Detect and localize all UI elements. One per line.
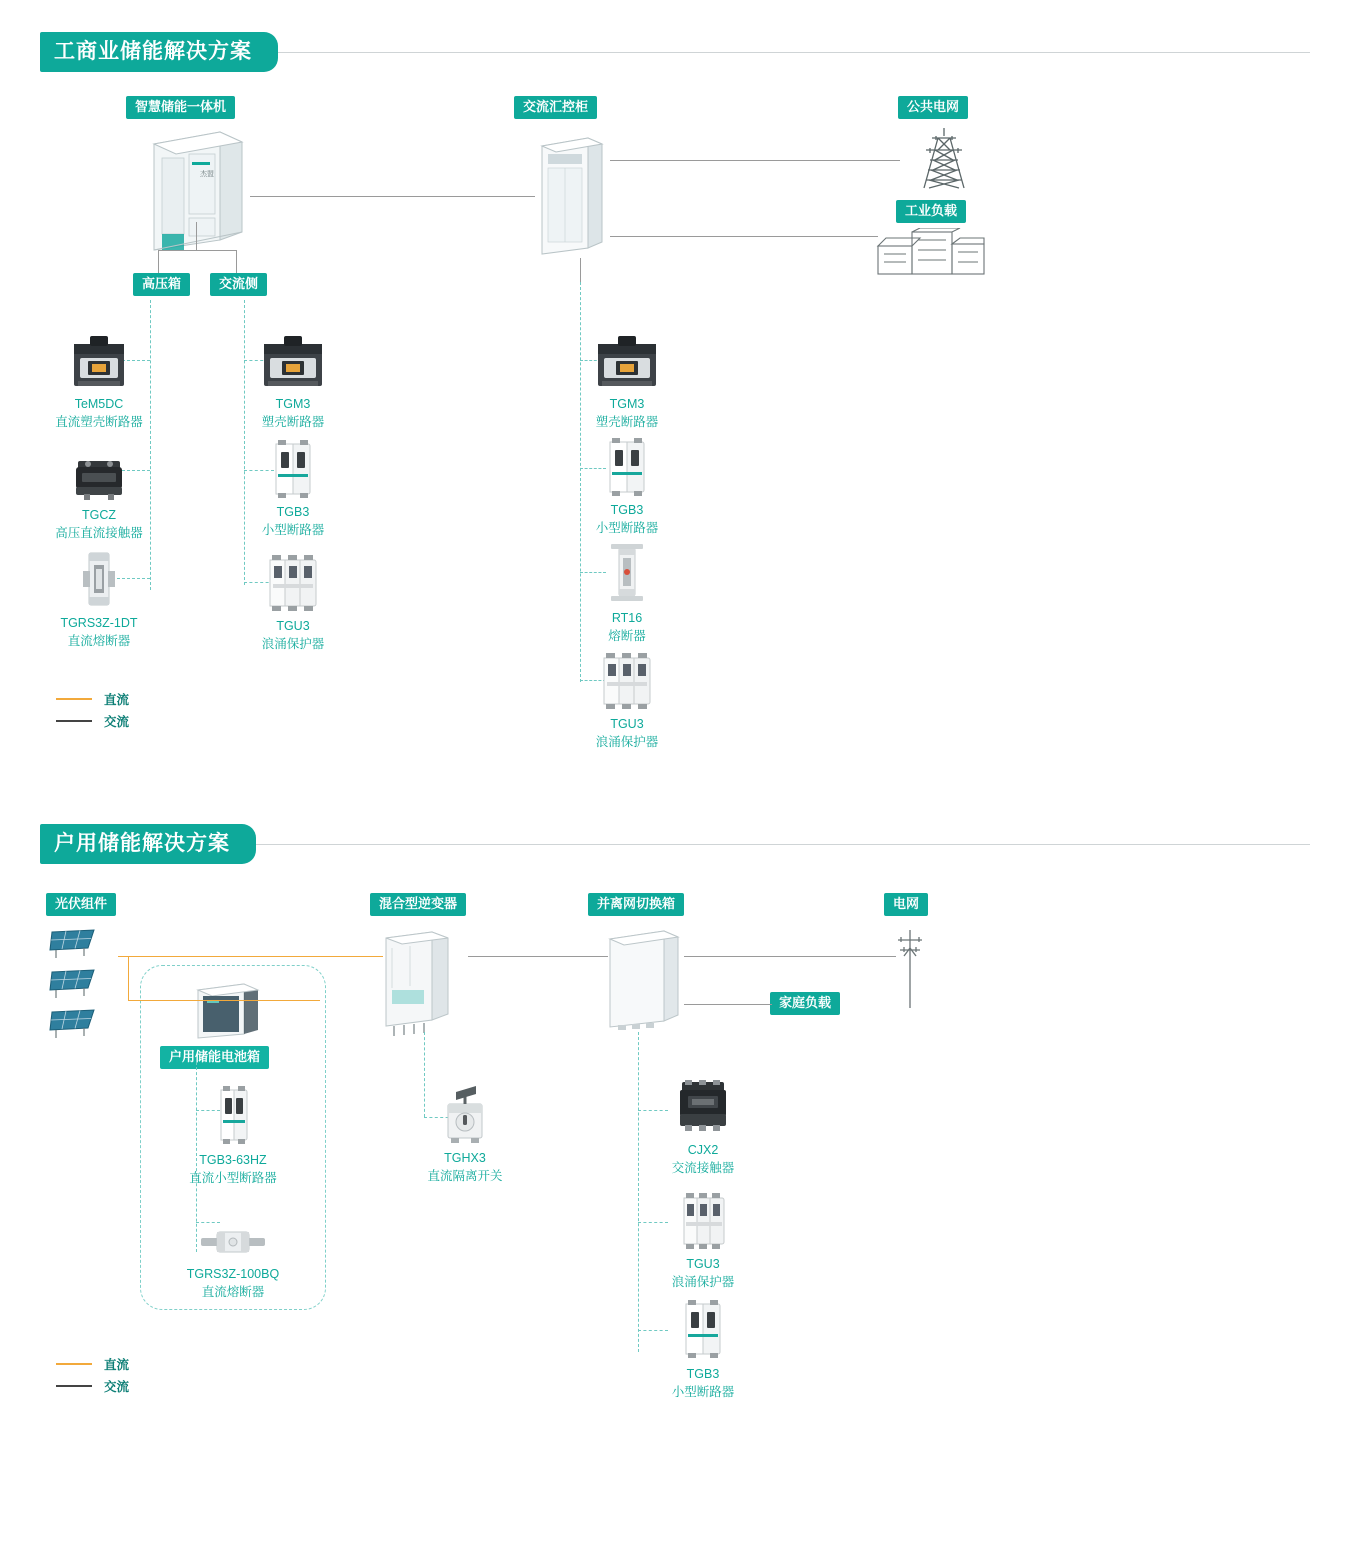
dc-fuse-icon xyxy=(24,545,174,609)
component-tgcz xyxy=(24,437,174,542)
miniature-circuit-breaker-icon xyxy=(628,1296,778,1360)
component-caption xyxy=(552,715,702,751)
ac-contactor-icon xyxy=(628,1072,778,1136)
smart-ess-cabinet-image xyxy=(148,128,248,258)
component-caption xyxy=(218,617,368,653)
section-title-commercial: 工商业储能解决方案 xyxy=(40,32,278,72)
legend-dc-line-2 xyxy=(56,1363,92,1365)
component-desc: 浪涌保护器 xyxy=(671,1275,735,1290)
miniature-circuit-breaker-icon xyxy=(218,434,368,498)
component-tgu3-cabinet xyxy=(552,646,702,751)
line-cabinet-to-load xyxy=(610,236,878,237)
legend-dc-label: 直流 xyxy=(104,693,130,707)
component-caption xyxy=(552,609,702,645)
line-cabinet-to-grid xyxy=(610,160,900,161)
dc-fuse-cylindrical-icon xyxy=(158,1196,308,1260)
component-model: TeM5DC xyxy=(74,397,124,411)
surge-protector-icon xyxy=(628,1186,778,1250)
line-ess-branch-bus xyxy=(158,250,236,251)
legend-residential xyxy=(56,1353,129,1397)
utility-pole-icon xyxy=(892,926,928,1010)
component-model: TGU3 xyxy=(276,619,310,633)
component-tgm3-ac xyxy=(218,326,368,431)
component-desc: 浪涌保护器 xyxy=(595,735,659,750)
pv-panel-icon-2 xyxy=(48,968,100,1000)
legend-ac-line-2 xyxy=(56,1385,92,1387)
hybrid-inverter-image xyxy=(380,928,458,1036)
component-caption xyxy=(24,614,174,650)
grid-switch-box-image xyxy=(604,925,684,1033)
legend-ac-label-2: 交流 xyxy=(104,1380,130,1394)
component-desc: 小型断路器 xyxy=(671,1385,735,1400)
chip-grid-switch-box: 并离网切换箱 xyxy=(588,893,684,916)
component-cjx2 xyxy=(628,1072,778,1177)
section-header-residential xyxy=(40,824,1310,864)
component-caption xyxy=(158,1151,308,1187)
line-pv-branch-down xyxy=(128,956,129,1000)
component-model: RT16 xyxy=(611,611,643,625)
component-caption xyxy=(628,1255,778,1291)
transmission-tower-icon xyxy=(908,126,980,192)
legend-ac-line xyxy=(56,720,92,722)
line-cabinet-down xyxy=(580,258,581,282)
component-desc: 直流熔断器 xyxy=(201,1285,265,1300)
component-model: TGHX3 xyxy=(444,1151,486,1165)
line-switchbox-to-grid xyxy=(684,956,896,957)
line-ess-to-cabinet xyxy=(250,196,535,197)
ac-control-cabinet-image xyxy=(534,128,608,258)
chip-hybrid-inverter: 混合型逆变器 xyxy=(370,893,466,916)
surge-protector-icon xyxy=(218,548,368,612)
home-battery-cabinet-image xyxy=(192,978,264,1040)
line-switchbox-to-home-load xyxy=(684,1004,772,1005)
component-tgrs3z-1dt xyxy=(24,545,174,650)
component-desc: 直流熔断器 xyxy=(67,634,131,649)
line-ess-down xyxy=(196,222,197,250)
molded-case-circuit-breaker-icon xyxy=(24,326,174,390)
chip-home-load: 家庭负载 xyxy=(770,992,840,1015)
component-model: TGM3 xyxy=(275,397,311,411)
component-desc: 直流隔离开关 xyxy=(427,1169,503,1184)
section-header-commercial xyxy=(40,32,1310,72)
component-tgb3-63hz xyxy=(158,1082,308,1187)
chip-pv-modules: 光伏组件 xyxy=(46,893,116,916)
component-model: TGB3 xyxy=(686,1367,720,1381)
legend-ac-label: 交流 xyxy=(104,715,130,729)
factory-icon xyxy=(876,228,986,276)
component-model: TGRS3Z-1DT xyxy=(60,616,138,630)
component-caption xyxy=(552,501,702,537)
component-caption xyxy=(390,1149,540,1185)
chip-hv-box: 高压箱 xyxy=(133,273,190,296)
component-caption xyxy=(628,1365,778,1401)
line-inverter-to-switchbox xyxy=(468,956,608,957)
component-model: TGB3-63HZ xyxy=(199,1153,267,1167)
component-desc: 小型断路器 xyxy=(595,521,659,536)
component-desc: 塑壳断路器 xyxy=(595,415,659,430)
chip-grid: 电网 xyxy=(884,893,928,916)
component-desc: 高压直流接触器 xyxy=(55,526,143,541)
component-model: TGB3 xyxy=(276,505,310,519)
component-rt16 xyxy=(552,540,702,645)
legend-dc-line xyxy=(56,698,92,700)
legend-row-ac-2 xyxy=(56,1375,129,1397)
pv-panel-icon-3 xyxy=(48,1008,100,1040)
chip-industrial-load: 工业负载 xyxy=(896,200,966,223)
header-rule-2 xyxy=(254,844,1310,845)
dc-isolator-switch-icon xyxy=(390,1080,540,1144)
svg-text:杰盟: 杰盟 xyxy=(200,171,214,178)
legend-commercial xyxy=(56,688,129,732)
component-model: TGB3 xyxy=(610,503,644,517)
component-model: TGRS3Z-100BQ xyxy=(186,1267,280,1281)
component-desc: 熔断器 xyxy=(608,629,646,644)
chip-ac-side: 交流侧 xyxy=(210,273,267,296)
component-model: TGU3 xyxy=(686,1257,720,1271)
legend-row-ac xyxy=(56,710,129,732)
surge-protector-icon xyxy=(552,646,702,710)
chip-public-grid: 公共电网 xyxy=(898,96,968,119)
molded-case-circuit-breaker-icon xyxy=(552,326,702,390)
chip-smart-ess: 智慧储能一体机 xyxy=(126,96,235,119)
component-caption xyxy=(24,395,174,431)
component-caption xyxy=(24,506,174,542)
dc-contactor-icon xyxy=(24,437,174,501)
component-desc: 小型断路器 xyxy=(261,523,325,538)
component-tgu3-ac xyxy=(218,548,368,653)
line-battery-dc xyxy=(128,1000,320,1001)
fuse-icon xyxy=(552,540,702,604)
legend-row-dc-2 xyxy=(56,1353,129,1375)
line-ess-ac-drop xyxy=(236,250,237,273)
component-caption xyxy=(158,1265,308,1301)
component-caption xyxy=(552,395,702,431)
legend-dc-label-2: 直流 xyxy=(104,1358,130,1372)
chip-home-battery-box: 户用储能电池箱 xyxy=(160,1046,269,1069)
component-desc: 直流小型断路器 xyxy=(189,1171,277,1186)
component-caption xyxy=(218,503,368,539)
legend-row-dc xyxy=(56,688,129,710)
molded-case-circuit-breaker-icon xyxy=(218,326,368,390)
component-model: TGU3 xyxy=(610,717,644,731)
component-model: CJX2 xyxy=(687,1143,719,1157)
miniature-circuit-breaker-icon xyxy=(158,1082,308,1146)
component-desc: 浪涌保护器 xyxy=(261,637,325,652)
component-tgb3-home xyxy=(628,1296,778,1401)
component-desc: 交流接触器 xyxy=(671,1161,735,1176)
component-tgb3-cabinet xyxy=(552,432,702,537)
component-model: TGCZ xyxy=(81,508,117,522)
line-pv-to-inverter-dc xyxy=(118,956,383,957)
section-title-residential: 户用储能解决方案 xyxy=(40,824,256,864)
component-caption xyxy=(628,1141,778,1177)
component-tgb3-ac xyxy=(218,434,368,539)
component-tem5dc xyxy=(24,326,174,431)
component-tgrs3z-100bq xyxy=(158,1196,308,1301)
component-tgu3-home xyxy=(628,1186,778,1291)
chip-ac-cabinet: 交流汇控柜 xyxy=(514,96,597,119)
component-caption xyxy=(218,395,368,431)
component-desc: 塑壳断路器 xyxy=(261,415,325,430)
component-desc: 直流塑壳断路器 xyxy=(55,415,143,430)
line-ess-hv-drop xyxy=(158,250,159,273)
pv-panel-icon-1 xyxy=(48,928,100,960)
component-tgm3-cabinet xyxy=(552,326,702,431)
component-tghx3 xyxy=(390,1080,540,1185)
miniature-circuit-breaker-icon xyxy=(552,432,702,496)
header-rule xyxy=(276,52,1310,53)
component-model: TGM3 xyxy=(609,397,645,411)
